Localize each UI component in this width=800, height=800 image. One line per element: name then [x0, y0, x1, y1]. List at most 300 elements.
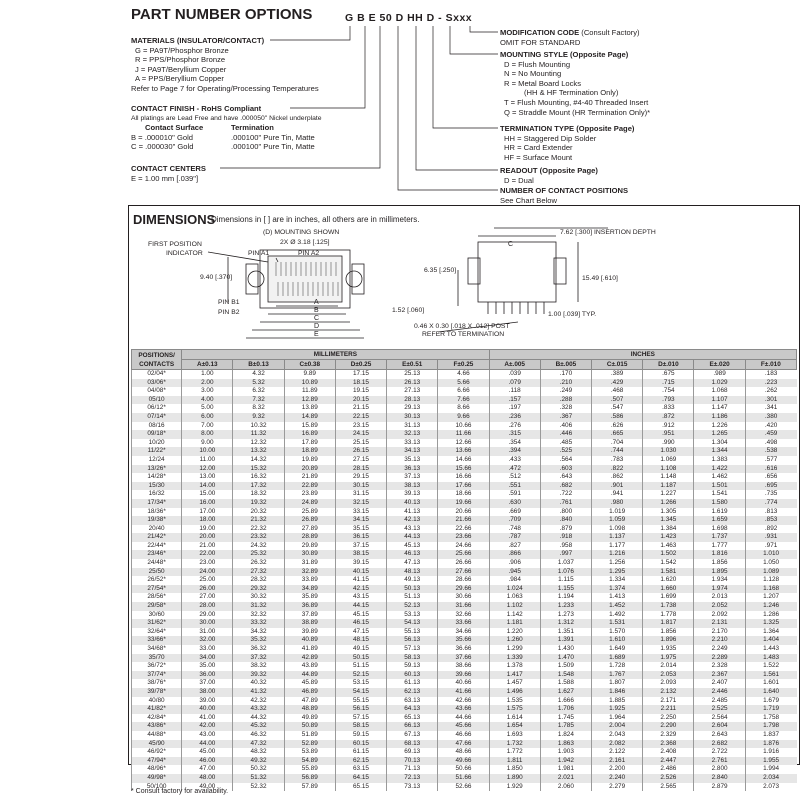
table-cell: .547 [592, 404, 643, 413]
table-cell: 2.279 [592, 783, 643, 792]
table-cell: 1.068 [694, 387, 745, 396]
table-cell: 2.840 [694, 774, 745, 783]
table-cell: 36.13 [387, 465, 438, 474]
table-cell: 2.879 [694, 783, 745, 792]
centers-heading: CONTACT CENTERS [131, 164, 206, 173]
table-cell: 72.13 [387, 774, 438, 783]
table-cell: 45.15 [335, 611, 386, 620]
table-cell: 1.570 [592, 628, 643, 637]
part-number-leader-lines [0, 0, 800, 210]
table-cell: 11.89 [284, 387, 335, 396]
table-cell: .669 [489, 508, 540, 517]
table-row [132, 422, 797, 431]
positions-note: See Chart Below [500, 195, 557, 205]
table-cell: 42.32 [233, 697, 284, 706]
table-cell: 55.89 [284, 765, 335, 774]
table-cell: 21.00 [182, 542, 233, 551]
table-cell: 61.15 [335, 748, 386, 757]
table-cell: 60.13 [387, 671, 438, 680]
table-cell: 2.052 [694, 602, 745, 611]
table-row [132, 628, 797, 637]
table-cell: 1.345 [643, 516, 694, 525]
table-cell: .774 [745, 499, 796, 508]
table-cell: 37.89 [284, 611, 335, 620]
table-row [132, 774, 797, 783]
table-cell: 26.13 [387, 379, 438, 388]
table-cell: 33.32 [233, 619, 284, 628]
table-cell: 1.404 [745, 636, 796, 645]
header-millimeters: MILLIMETERS [182, 350, 489, 360]
column-header: C±.015 [592, 360, 643, 370]
table-cell: 1.413 [592, 593, 643, 602]
part-number-title: PART NUMBER OPTIONS [131, 6, 313, 23]
table-cell: .389 [592, 370, 643, 379]
table-cell: 66.13 [387, 722, 438, 731]
table-cell: 47.00 [182, 765, 233, 774]
table-cell: 1.128 [745, 576, 796, 585]
table-cell: 37.66 [438, 654, 489, 663]
cell-positions: 19/38* [132, 516, 182, 525]
table-cell: 1.981 [540, 765, 591, 774]
table-row [132, 516, 797, 525]
table-cell: .675 [643, 370, 694, 379]
table-cell: 49.89 [284, 714, 335, 723]
table-row [132, 688, 797, 697]
table-cell: 1.876 [745, 740, 796, 749]
positions-heading: NUMBER OF CONTACT POSITIONS [500, 186, 629, 195]
table-cell: 13.89 [284, 404, 335, 413]
table-cell: 38.15 [335, 550, 386, 559]
table-cell: 1.246 [745, 602, 796, 611]
table-cell: 12.00 [182, 465, 233, 474]
table-cell: 1.501 [694, 482, 745, 491]
table-row [132, 465, 797, 474]
mounting-item: T = Flush Mounting, #4-40 Threaded Insert [504, 97, 649, 107]
table-cell: 19.66 [438, 499, 489, 508]
table-cell: 4.00 [182, 396, 233, 405]
table-cell: 1.463 [643, 542, 694, 551]
table-cell: 65.15 [335, 783, 386, 792]
table-row [132, 645, 797, 654]
table-cell: 2.408 [643, 748, 694, 757]
table-cell: 1.098 [592, 525, 643, 534]
table-cell: 2.565 [643, 783, 694, 792]
table-cell: 37.13 [387, 473, 438, 482]
table-cell: 42.13 [387, 516, 438, 525]
table-cell: 1.548 [540, 671, 591, 680]
cell-positions: 49/98* [132, 774, 182, 783]
table-cell: .793 [643, 396, 694, 405]
table-cell: 55.13 [387, 628, 438, 637]
table-cell: 12.89 [284, 396, 335, 405]
table-cell: .990 [643, 439, 694, 448]
table-cell: 29.32 [233, 585, 284, 594]
table-cell: 2.170 [694, 628, 745, 637]
table-cell: .498 [745, 439, 796, 448]
table-cell: 43.32 [233, 705, 284, 714]
table-cell: 30.13 [387, 413, 438, 422]
table-cell: 5.66 [438, 379, 489, 388]
label-e: E [314, 331, 319, 338]
table-cell: 59.15 [335, 731, 386, 740]
table-cell: 1.649 [592, 645, 643, 654]
cell-positions: 13/26* [132, 465, 182, 474]
table-cell: 32.15 [335, 499, 386, 508]
table-cell: .715 [643, 379, 694, 388]
cell-positions: 50/100 [132, 783, 182, 792]
header-inches: INCHES [489, 350, 796, 360]
table-cell: .616 [745, 465, 796, 474]
table-cell: 1.177 [592, 542, 643, 551]
table-cell: 2.073 [745, 783, 796, 792]
table-cell: 61.13 [387, 679, 438, 688]
table-cell: 1.069 [643, 456, 694, 465]
table-cell: 1.807 [592, 679, 643, 688]
table-row [132, 757, 797, 766]
table-cell: 8.00 [182, 430, 233, 439]
cell-positions: 34/68* [132, 645, 182, 654]
cell-positions: 18/36* [132, 508, 182, 517]
table-cell: 18.15 [335, 379, 386, 388]
table-cell: .170 [540, 370, 591, 379]
table-cell: .276 [489, 422, 540, 431]
table-row [132, 525, 797, 534]
table-cell: 1.010 [745, 550, 796, 559]
table-cell: 1.588 [540, 679, 591, 688]
table-cell: 5.00 [182, 404, 233, 413]
table-cell: 1.846 [592, 688, 643, 697]
table-cell: .564 [540, 456, 591, 465]
dimensions-subtitle: Dimensions in [ ] are in inches, all others are in millimeters. [211, 215, 420, 224]
table-cell: .406 [540, 422, 591, 431]
table-cell: 12.32 [233, 439, 284, 448]
table-cell: 1.798 [745, 722, 796, 731]
table-cell: 44.89 [284, 671, 335, 680]
cell-positions: 48/96* [132, 765, 182, 774]
table-cell: 28.13 [387, 396, 438, 405]
table-cell: 45.89 [284, 679, 335, 688]
table-cell: 1.698 [694, 525, 745, 534]
table-cell: .822 [592, 465, 643, 474]
label-holes: 2X Ø 3.18 [.125] [280, 239, 330, 246]
table-cell: 48.13 [387, 568, 438, 577]
table-cell: 17.89 [284, 439, 335, 448]
table-cell: 1.689 [592, 654, 643, 663]
table-cell: 1.089 [745, 568, 796, 577]
table-cell: 2.093 [643, 679, 694, 688]
table-cell: 7.32 [233, 396, 284, 405]
table-cell: 1.619 [694, 508, 745, 517]
table-cell: 1.767 [592, 671, 643, 680]
table-cell: 2.210 [694, 636, 745, 645]
table-row [132, 473, 797, 482]
table-cell: .912 [643, 422, 694, 431]
table-cell: 15.89 [284, 422, 335, 431]
table-cell: 1.758 [745, 714, 796, 723]
table-cell: 1.837 [745, 731, 796, 740]
finish-col-surface: Contact Surface [145, 123, 204, 133]
table-cell: 2.564 [694, 714, 745, 723]
table-cell: 13.00 [182, 473, 233, 482]
table-cell: 16.89 [284, 430, 335, 439]
table-cell: 1.580 [694, 499, 745, 508]
mounting-item: R = Metal Board Locks [504, 78, 582, 88]
footnote: * Consult factory for availability. [131, 788, 229, 795]
table-cell: 1.654 [489, 722, 540, 731]
table-cell: 39.00 [182, 697, 233, 706]
table-cell: 1.312 [540, 619, 591, 628]
table-cell: 1.942 [540, 757, 591, 766]
table-cell: 41.15 [335, 576, 386, 585]
cell-positions: 27/54* [132, 585, 182, 594]
mounting-item: (HH & HF Termination Only) [524, 88, 619, 98]
table-cell: .630 [489, 499, 540, 508]
table-cell: 44.00 [182, 740, 233, 749]
table-cell: 43.15 [335, 593, 386, 602]
table-cell: .787 [489, 533, 540, 542]
cell-positions: 33/66* [132, 636, 182, 645]
label-indicator: INDICATOR [166, 250, 203, 257]
modification-note: OMIT FOR STANDARD [500, 37, 581, 47]
table-cell: 49.66 [438, 757, 489, 766]
table-cell: 13.66 [438, 447, 489, 456]
table-row [132, 654, 797, 663]
table-cell: .249 [540, 387, 591, 396]
table-cell: 59.13 [387, 662, 438, 671]
table-cell: 1.535 [489, 697, 540, 706]
table-cell: 43.00 [182, 731, 233, 740]
table-cell: 5.32 [233, 379, 284, 388]
table-cell: 16.66 [438, 473, 489, 482]
table-cell: 2.200 [592, 765, 643, 774]
table-cell: 13.32 [233, 447, 284, 456]
table-cell: 1.226 [694, 422, 745, 431]
table-cell: 1.737 [694, 533, 745, 542]
table-cell: 26.89 [284, 516, 335, 525]
table-cell: 1.627 [540, 688, 591, 697]
table-cell: .315 [489, 430, 540, 439]
table-row [132, 447, 797, 456]
table-cell: 49.32 [233, 757, 284, 766]
table-cell: 1.660 [643, 585, 694, 594]
table-cell: 35.15 [335, 525, 386, 534]
table-cell: 1.102 [489, 602, 540, 611]
table-cell: 24.89 [284, 499, 335, 508]
table-cell: 1.509 [540, 662, 591, 671]
table-cell: 28.15 [335, 465, 386, 474]
cell-positions: 15/30 [132, 482, 182, 491]
table-cell: .367 [540, 413, 591, 422]
table-cell: 50.13 [387, 585, 438, 594]
cell-positions: 41/82* [132, 705, 182, 714]
table-cell: 27.00 [182, 593, 233, 602]
table-cell: 2.053 [643, 671, 694, 680]
table-cell: 1.374 [592, 585, 643, 594]
table-cell: .394 [489, 447, 540, 456]
finish-note: All platings are Lead Free and have .000050" Nickel underplate [131, 114, 322, 122]
cell-positions: 38/76* [132, 679, 182, 688]
table-cell: .722 [540, 490, 591, 499]
table-cell: 29.89 [284, 542, 335, 551]
table-row [132, 508, 797, 517]
table-cell: 1.542 [643, 559, 694, 568]
table-cell: .941 [592, 490, 643, 499]
table-cell: .197 [489, 404, 540, 413]
table-cell: 38.89 [284, 619, 335, 628]
table-cell: 24.00 [182, 568, 233, 577]
table-cell: 60.15 [335, 740, 386, 749]
label-pin-b1: PIN B1 [218, 299, 240, 306]
column-header: E±0.51 [387, 360, 438, 370]
table-cell: 2.250 [643, 714, 694, 723]
table-cell: 25.32 [233, 550, 284, 559]
column-header: B±.005 [540, 360, 591, 370]
table-cell: 18.32 [233, 490, 284, 499]
finish-col-termination: Termination [231, 123, 274, 133]
table-cell: 46.32 [233, 731, 284, 740]
table-cell: .901 [592, 482, 643, 491]
table-cell: 2.329 [643, 731, 694, 740]
table-cell: .183 [745, 370, 796, 379]
table-cell: 9.00 [182, 439, 233, 448]
table-cell: .420 [745, 422, 796, 431]
label-a: A [314, 299, 319, 306]
table-cell: 54.13 [387, 619, 438, 628]
table-cell: .833 [643, 404, 694, 413]
cell-positions: 08/16 [132, 422, 182, 431]
table-cell: 1.273 [540, 611, 591, 620]
table-cell: 44.32 [233, 714, 284, 723]
table-row [132, 490, 797, 499]
table-row [132, 559, 797, 568]
table-cell: 35.89 [284, 593, 335, 602]
table-cell: .866 [489, 550, 540, 559]
table-cell: 1.194 [540, 593, 591, 602]
table-cell: 51.89 [284, 731, 335, 740]
table-cell: 56.13 [387, 636, 438, 645]
table-cell: 51.13 [387, 593, 438, 602]
table-row [132, 576, 797, 585]
table-cell: 1.216 [592, 550, 643, 559]
table-cell: 16.00 [182, 499, 233, 508]
table-cell: 18.00 [182, 516, 233, 525]
table-row [132, 593, 797, 602]
label-mounting-shown: (D) MOUNTING SHOWN [263, 229, 340, 236]
table-cell: 1.452 [592, 602, 643, 611]
table-cell: 28.89 [284, 533, 335, 542]
table-cell: 64.13 [387, 705, 438, 714]
table-cell: 41.00 [182, 714, 233, 723]
table-cell: 42.15 [335, 585, 386, 594]
table-cell: .989 [694, 370, 745, 379]
table-cell: 1.640 [745, 688, 796, 697]
table-cell: 2.289 [694, 654, 745, 663]
table-cell: 1.964 [592, 714, 643, 723]
table-cell: 1.581 [643, 568, 694, 577]
column-header: D±.010 [643, 360, 694, 370]
cell-positions: 24/48* [132, 559, 182, 568]
table-cell: .459 [745, 430, 796, 439]
table-cell: 2.211 [643, 705, 694, 714]
cell-positions: 07/14* [132, 413, 182, 422]
termination-heading: TERMINATION TYPE (Opposite Page) [500, 124, 635, 133]
table-cell: 2.060 [540, 783, 591, 792]
table-cell: 1.856 [694, 559, 745, 568]
table-cell: 1.772 [489, 748, 540, 757]
table-cell: 1.108 [643, 465, 694, 474]
table-cell: 32.66 [438, 611, 489, 620]
table-cell: 34.00 [182, 654, 233, 663]
table-cell: 20.15 [335, 396, 386, 405]
cell-positions: 46/92* [132, 748, 182, 757]
table-row [132, 550, 797, 559]
table-cell: 1.502 [643, 550, 694, 559]
table-cell: 45.66 [438, 722, 489, 731]
table-cell: 48.00 [182, 774, 233, 783]
column-header: A±0.13 [182, 360, 233, 370]
table-cell: 1.059 [592, 516, 643, 525]
table-cell: 1.378 [489, 662, 540, 671]
table-cell: 1.029 [694, 379, 745, 388]
table-cell: 31.66 [438, 602, 489, 611]
table-cell: 25.15 [335, 439, 386, 448]
table-cell: 2.013 [694, 593, 745, 602]
table-cell: 57.89 [284, 783, 335, 792]
table-cell: 35.13 [387, 456, 438, 465]
table-cell: 8.66 [438, 404, 489, 413]
table-cell: 20.89 [284, 465, 335, 474]
table-cell: 47.13 [387, 559, 438, 568]
table-cell: 26.32 [233, 559, 284, 568]
table-cell: 2.004 [592, 722, 643, 731]
table-cell: 2.525 [694, 705, 745, 714]
table-cell: 2.643 [694, 731, 745, 740]
table-row [132, 740, 797, 749]
table-cell: 17.00 [182, 508, 233, 517]
table-cell: 34.13 [387, 447, 438, 456]
table-cell: .879 [540, 525, 591, 534]
table-cell: 20.32 [233, 508, 284, 517]
table-cell: .328 [540, 404, 591, 413]
table-cell: .380 [745, 413, 796, 422]
table-cell: 1.115 [540, 576, 591, 585]
table-cell: 26.66 [438, 559, 489, 568]
header-positions: POSITIONS/ CONTACTS [132, 350, 182, 370]
table-cell: 46.66 [438, 731, 489, 740]
table-cell: 51.66 [438, 774, 489, 783]
table-cell: 1.030 [643, 447, 694, 456]
table-cell: .603 [540, 465, 591, 474]
table-cell: .951 [643, 430, 694, 439]
table-cell: 1.304 [694, 439, 745, 448]
table-cell: .744 [592, 447, 643, 456]
table-cell: 26.15 [335, 447, 386, 456]
table-cell: .626 [592, 422, 643, 431]
table-cell: 28.66 [438, 576, 489, 585]
table-cell: 40.00 [182, 705, 233, 714]
column-header: E±.020 [694, 360, 745, 370]
table-cell: 28.00 [182, 602, 233, 611]
table-cell: 6.66 [438, 387, 489, 396]
table-cell: 47.15 [335, 628, 386, 637]
table-cell: 1.050 [745, 559, 796, 568]
table-cell: 42.66 [438, 697, 489, 706]
table-cell: 19.00 [182, 525, 233, 534]
table-cell: 1.850 [489, 765, 540, 774]
table-cell: 1.155 [540, 585, 591, 594]
table-cell: 1.220 [489, 628, 540, 637]
table-cell: 1.417 [489, 671, 540, 680]
